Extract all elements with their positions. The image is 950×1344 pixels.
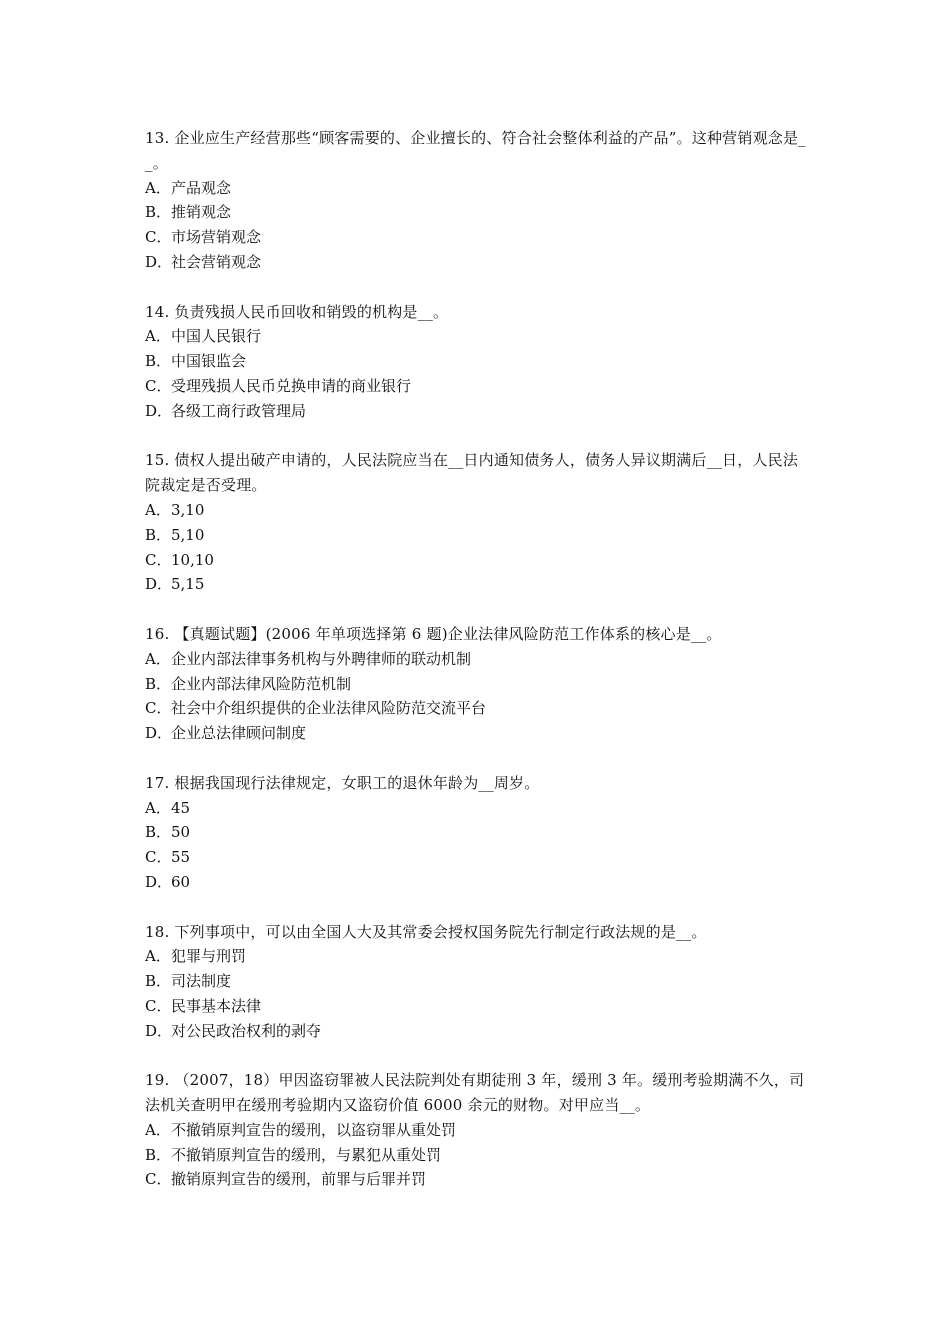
option-text: 10,10: [171, 550, 214, 569]
option-letter: A．: [145, 798, 171, 817]
option-b: [145, 969, 810, 994]
option-text: 推销观念: [171, 203, 232, 222]
option-text: 5,10: [171, 525, 205, 544]
option-letter: C．: [145, 228, 172, 247]
option-d: [145, 250, 810, 275]
option-text: 各级工商行政管理局: [171, 401, 307, 420]
option-b: [145, 523, 810, 548]
option-b: [145, 200, 810, 225]
option-letter: B．: [145, 972, 172, 991]
option-c: [145, 994, 810, 1019]
option-letter: D．: [145, 872, 173, 891]
option-letter: B．: [145, 525, 172, 544]
option-c: [145, 548, 810, 573]
option-text: 企业总法律顾问制度: [171, 724, 307, 743]
question-19: [145, 1068, 810, 1192]
option-a: [145, 944, 810, 969]
question-stem: 15. 债权人提出破产申请的，人民法院应当在__日内通知债务人，债务人异议期满后__日，人民法院裁定是否受理。: [145, 451, 799, 495]
option-c: [145, 1167, 810, 1192]
option-text: 撤销原判宣告的缓刑，前罪与后罪并罚: [171, 1170, 427, 1189]
option-text: 对公民政治权利的剥夺: [171, 1021, 322, 1040]
option-letter: A．: [145, 327, 171, 346]
option-text: 不撤销原判宣告的缓刑，与累犯从重处罚: [171, 1145, 442, 1164]
option-a: [145, 1118, 810, 1143]
question-stem: 16. 【真题试题】(2006 年单项选择第 6 题)企业法律风险防范工作体系的核心是__。: [145, 624, 722, 643]
option-text: 50: [171, 823, 191, 842]
option-d: [145, 721, 810, 746]
option-d: [145, 1019, 810, 1044]
option-letter: B．: [145, 203, 172, 222]
option-letter: D．: [145, 252, 173, 271]
option-c: [145, 225, 810, 250]
option-text: 企业内部法律事务机构与外聘律师的联动机制: [171, 649, 472, 668]
question-16: [145, 622, 810, 746]
option-a: [145, 796, 810, 821]
question-list: [145, 126, 810, 1217]
option-c: [145, 374, 810, 399]
option-letter: D．: [145, 401, 173, 420]
option-letter: A．: [145, 649, 171, 668]
option-letter: D．: [145, 724, 173, 743]
option-b: [145, 672, 810, 697]
option-letter: B．: [145, 1145, 172, 1164]
option-letter: A．: [145, 1120, 171, 1139]
option-text: 司法制度: [171, 972, 232, 991]
option-letter: A．: [145, 178, 171, 197]
option-text: 60: [171, 872, 191, 891]
option-text: 民事基本法律: [171, 996, 262, 1015]
option-letter: C．: [145, 550, 172, 569]
option-text: 企业内部法律风险防范机制: [171, 674, 352, 693]
option-letter: D．: [145, 575, 173, 594]
option-text: 3,10: [171, 500, 205, 519]
option-text: 55: [171, 848, 191, 867]
option-text: 中国人民银行: [171, 327, 262, 346]
option-text: 产品观念: [171, 178, 232, 197]
question-13: [145, 126, 810, 275]
option-text: 中国银监会: [171, 352, 247, 371]
option-b: [145, 1143, 810, 1168]
question-stem: 17. 根据我国现行法律规定，女职工的退休年龄为__周岁。: [145, 773, 540, 792]
option-text: 受理残损人民币兑换申请的商业银行: [171, 376, 412, 395]
option-d: [145, 572, 810, 597]
question-stem: 13. 企业应生产经营那些“顾客需要的、企业擅长的、符合社会整体利益的产品”。这种营销观念是__。: [145, 129, 806, 172]
option-letter: C．: [145, 699, 172, 718]
option-text: 5,15: [171, 575, 205, 594]
question-15: [145, 448, 810, 597]
option-letter: C．: [145, 848, 172, 867]
option-b: [145, 349, 810, 374]
option-letter: B．: [145, 674, 172, 693]
option-letter: D．: [145, 1021, 173, 1040]
question-stem: 14. 负责残损人民币回收和销毁的机构是__。: [145, 302, 449, 321]
option-letter: B．: [145, 352, 172, 371]
option-a: [145, 324, 810, 349]
option-letter: B．: [145, 823, 172, 842]
option-text: 45: [171, 798, 191, 817]
option-d: [145, 870, 810, 895]
option-letter: C．: [145, 1170, 172, 1189]
option-letter: C．: [145, 996, 172, 1015]
question-stem: 19. （2007，18）甲因盗窃罪被人民法院判处有期徒刑 3 年，缓刑 3 年。缓刑考验期满不久，司法机关查明甲在缓刑考验期内又盗窃价值 6000 余元的财物。对甲应当__。: [145, 1071, 805, 1115]
option-letter: C．: [145, 376, 172, 395]
option-d: [145, 399, 810, 424]
option-c: [145, 845, 810, 870]
question-14: [145, 300, 810, 424]
option-letter: A．: [145, 500, 171, 519]
option-a: [145, 647, 810, 672]
option-a: [145, 498, 810, 523]
option-text: 市场营销观念: [171, 228, 262, 247]
option-text: 不撤销原判宣告的缓刑，以盗窃罪从重处罚: [171, 1120, 457, 1139]
question-17: [145, 771, 810, 895]
option-text: 犯罪与刑罚: [171, 947, 247, 966]
question-stem: 18. 下列事项中，可以由全国人大及其常委会授权国务院先行制定行政法规的是__。: [145, 922, 707, 941]
option-a: [145, 176, 810, 201]
option-c: [145, 696, 810, 721]
option-text: 社会中介组织提供的企业法律风险防范交流平台: [171, 699, 487, 718]
question-18: [145, 920, 810, 1044]
option-letter: A．: [145, 947, 171, 966]
option-text: 社会营销观念: [171, 252, 262, 271]
option-b: [145, 820, 810, 845]
